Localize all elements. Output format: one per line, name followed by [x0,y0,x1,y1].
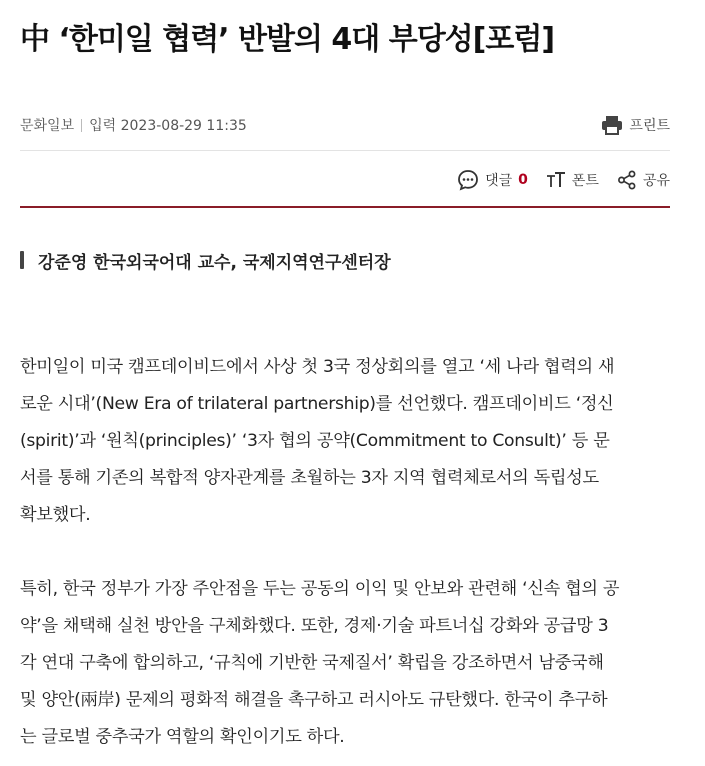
meta-separator [81,119,82,132]
share-button[interactable] [617,170,670,190]
font-size-button[interactable] [546,170,599,190]
body-line: 특히, 한국 정부가 가장 주안점을 두는 공동의 이익 및 안보와 관련해 ‘신속 협의 공 [20,579,620,599]
body-line: 확보했다. [20,505,91,525]
meta-divider [20,150,670,151]
body-line: 및 양안(兩岸) 문제의 평화적 해결을 촉구하고 러시아도 규탄했다. 한국이 추구하 [20,690,608,710]
print-icon [601,115,623,135]
share-icon [617,170,637,190]
share-label: 공유 [642,173,670,189]
header-divider [20,206,670,208]
comment-count: 0 [518,172,528,188]
article-toolbar [457,166,670,194]
published-date: 입력 2023-08-29 11:35 [89,118,247,134]
print-button[interactable] [601,115,670,135]
body-line: 약’을 채택해 실천 방안을 구체화했다. 또한, 경제·기술 파트너십 강화와 공급망 3 [20,616,609,636]
byline-marker [20,251,24,269]
byline-text: 강준영 한국외국어대 교수, 국제지역연구센터장 [38,252,391,273]
body-line: 각 연대 구축에 합의하고, ‘규칙에 기반한 국제질서’ 확립을 강조하면서 남중국해 [20,653,604,673]
comment-button[interactable] [457,169,528,191]
font-size-icon [546,171,566,189]
body-line: 로운 시대’(New Era of trilateral partnership)를 선언했다. 캠프데이비드 ‘정신 [20,394,614,414]
font-size-label: 폰트 [571,173,599,189]
paragraph-1 [20,349,675,534]
comment-icon [457,169,479,191]
byline [20,246,391,274]
paragraph-2 [20,571,675,756]
body-line: 한미일이 미국 캠프데이비드에서 사상 첫 3국 정상회의를 열고 ‘세 나라 협력의 새 [20,357,615,377]
print-label: 프린트 [629,118,670,134]
article-meta [20,112,670,138]
source-name: 문화일보 [20,118,75,134]
body-line: 서를 통해 기존의 복합적 양자관계를 초월하는 3자 지역 협력체로서의 독립성도 [20,468,599,488]
comment-label: 댓글 [485,173,513,189]
article-body [20,349,675,766]
body-line: (spirit)’과 ‘원칙(principles)’ ‘3자 협의 공약(Commitment to Consult)’ 등 문 [20,431,610,451]
article-headline: 中 ‘한미일 협력’ 반발의 4대 부당성[포럼] [20,22,555,57]
body-line: 는 글로벌 중추국가 역할의 확인이기도 하다. [20,727,345,747]
